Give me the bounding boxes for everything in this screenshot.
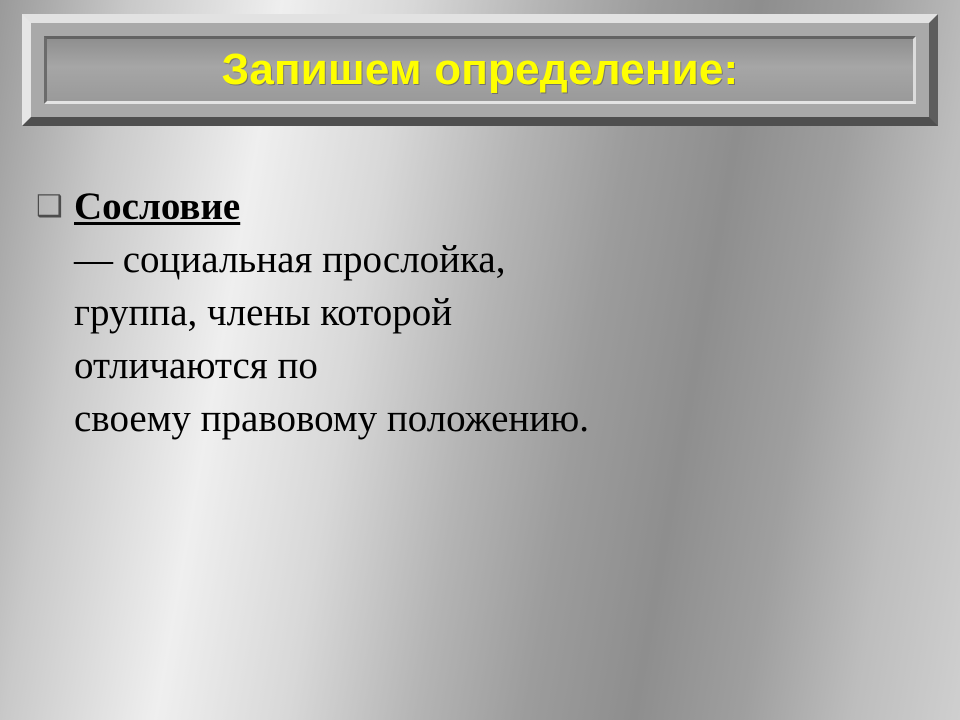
bullet-marker-icon: ❑ (36, 189, 63, 224)
title-plaque (22, 14, 938, 126)
definition-line-2: группа, члены которой (74, 291, 453, 334)
definition-line-3: отличаются по (74, 344, 318, 387)
definition-block (36, 180, 936, 445)
definition-term: Сословие (74, 185, 241, 228)
list-item (36, 180, 936, 445)
page-title: Запишем определение: (221, 45, 739, 94)
definition-text (74, 180, 936, 445)
definition-line-4: своему правовому положению. (74, 397, 590, 440)
definition-line-1: — социальная прослойка, (74, 238, 506, 281)
title-plaque-inner (44, 36, 916, 104)
